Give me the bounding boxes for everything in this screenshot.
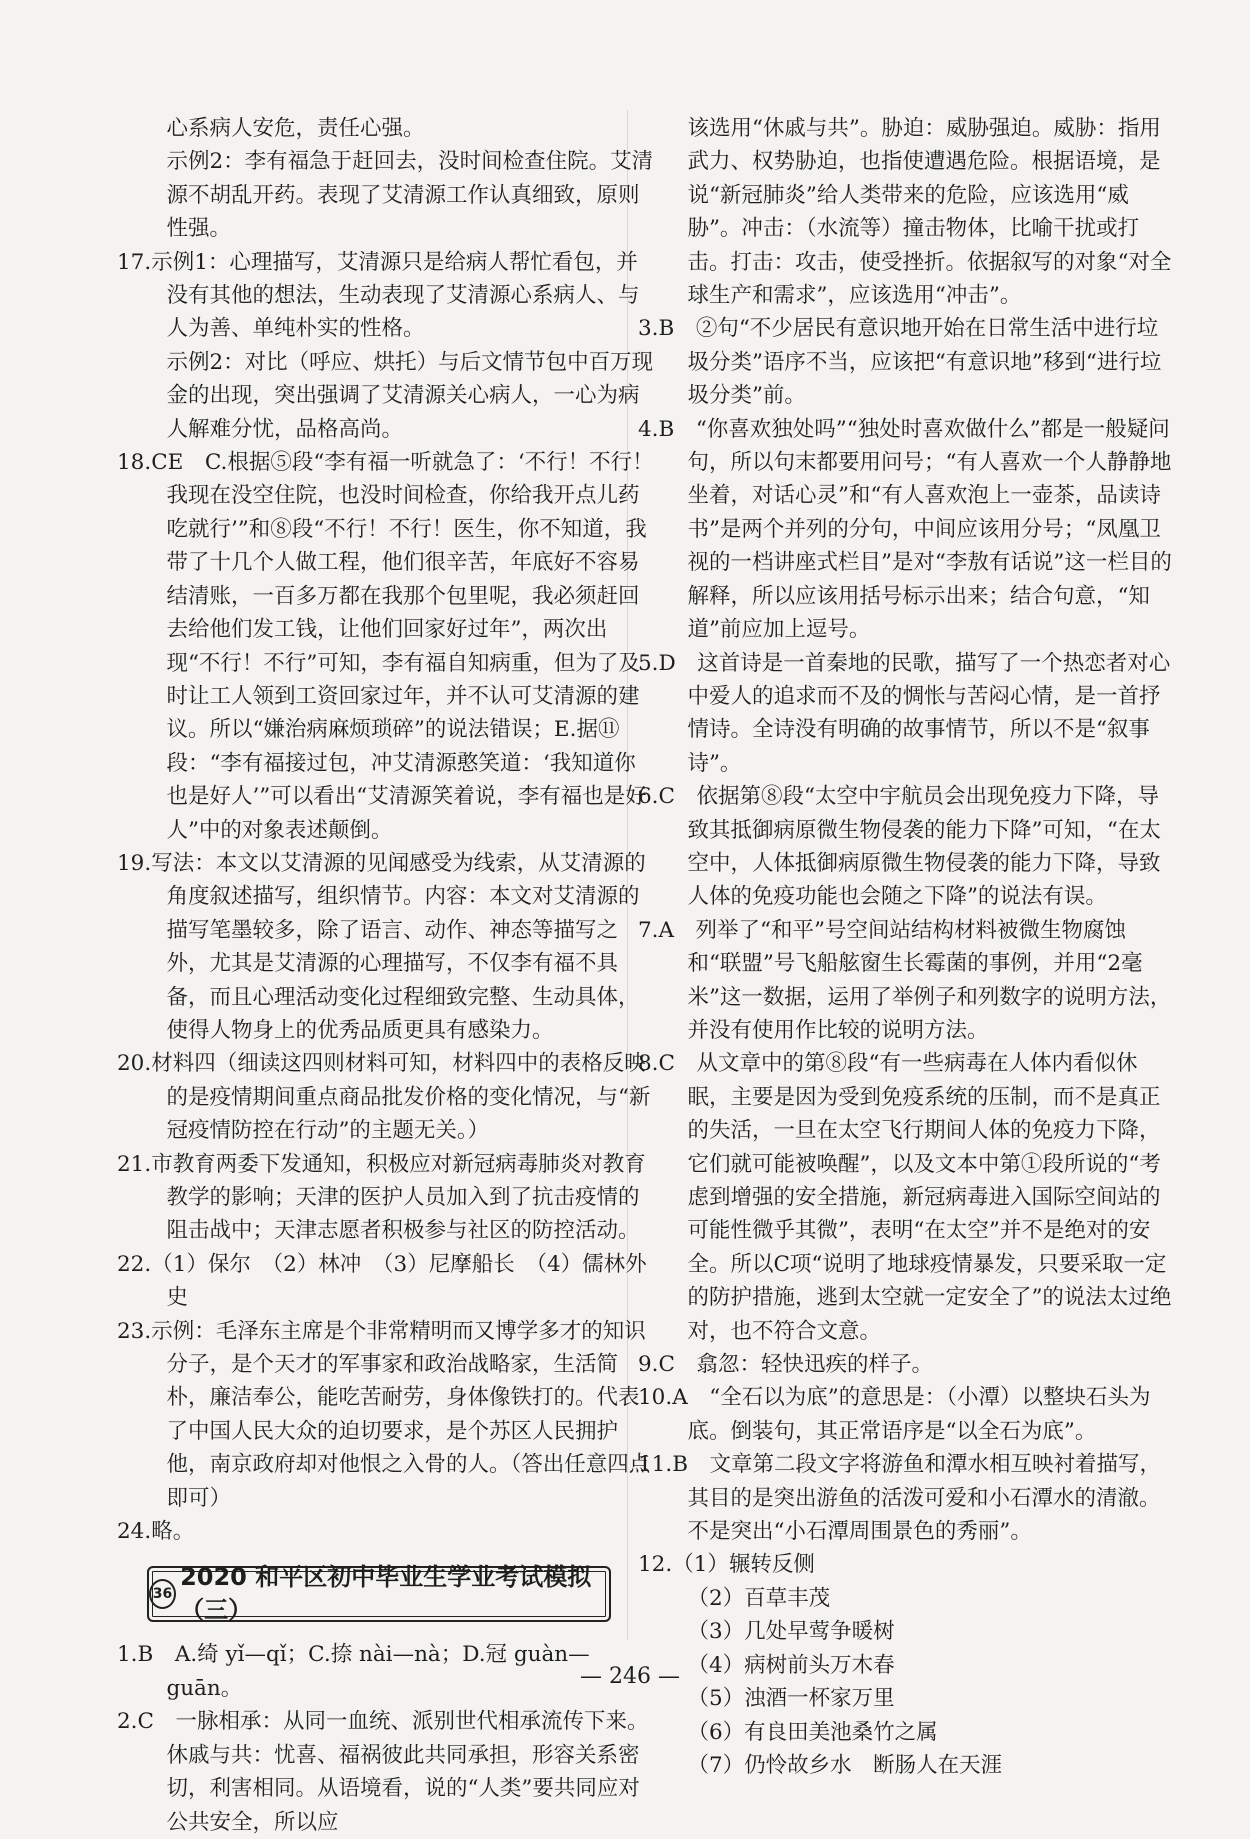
answer-item: 3.B ②句“不少居民有意识地开始在日常生活中进行垃圾分类”语序不当，应该把“有意识地”移到“进行垃圾分类”前。 xyxy=(638,316,1162,409)
section-heading xyxy=(147,1563,611,1625)
left-answer-list-2 xyxy=(117,1638,657,1838)
answer-item: 9.C 翕忽：轻快迅疾的样子。 xyxy=(638,1352,933,1378)
answer-item: 21.市教育两委下发通知，积极应对新冠病毒肺炎对教育教学的影响；天津的医护人员加入到了抗击疫情的阻击战中；天津志愿者积极参与社区的防控活动。 xyxy=(117,1151,646,1244)
answer-item: 1.B A.绮 yǐ—qǐ；C.捺 nài—nà；D.冠 guàn—guān。 xyxy=(117,1642,590,1701)
section-title: 2020 和平区初中毕业生学业考试模拟（三） xyxy=(180,1563,592,1625)
answer-item: 23.示例：毛泽东主席是个非常精明而又博学多才的知识分子，是个天才的军事家和政治战略家，生活简朴，廉洁奉公，能吃苦耐劳，身体像铁打的。代表了中国人民大众的迫切要求，是个苏区人民拥护他，南京政府却对他恨之入骨的人。（答出任意四点即可） xyxy=(117,1318,651,1511)
answer-item: 心系病人安危，责任心强。 xyxy=(166,116,425,141)
answer-item: 24.略。 xyxy=(117,1519,195,1545)
answer-item: 示例2：对比（呼应、烘托）与后文情节包中百万现金的出现，突出强调了艾清源关心病人，一心为病人解难分忧，品格高尚。 xyxy=(166,349,654,442)
answer-item: （4）病树前头万木春 xyxy=(687,1652,895,1678)
answer-item: 11.B 文章第二段文字将游鱼和潭水相互映衬着描写，其目的是突出游鱼的活泼可爱和小石潭水的清澈。不是突出“小石潭周围景色的秀丽”。 xyxy=(638,1452,1161,1545)
answer-item: 19.写法：本文以艾清源的见闻感受为线索，从艾清源的角度叙述描写，组织情节。内容：本文对艾清源的描写笔墨较多，除了语言、动作、神态等描写之外，尤其是艾清源的心理描写，不仅李有福不具备，而且心理活动变化过程细致完整、生动具体，使得人物身上的优秀品质更具有感染力。 xyxy=(117,850,646,1043)
answer-item: 4.B “你喜欢独处吗”“独处时喜欢做什么”都是一般疑问句，所以句末都要用问号；“有人喜欢一个人静静地坐着，对话心灵”和“有人喜欢泡上一壶茶，品读诗书”是两个并列的分句，中间应该用分号；“凤凰卫视的一档讲座式栏目”是对“李敖有话说”这一栏目的解释，所以应该用括号标示出来；结合句意，“知道”前应加上逗号。 xyxy=(638,416,1172,643)
section-number-badge: 36 xyxy=(149,1579,176,1609)
answer-item: 示例2：李有福急于赶回去，没时间检查住院。艾清源不胡乱开药。表现了艾清源工作认真细致，原则性强。 xyxy=(166,149,654,242)
right-answer-list xyxy=(638,112,1178,1782)
answer-item: 5.D 这首诗是一首秦地的民歌，描写了一个热恋者对心中爱人的追求而不及的惆怅与苦闷心情，是一首抒情诗。全诗没有明确的故事情节，所以不是“叙事诗”。 xyxy=(638,650,1171,776)
answer-item: 7.A 列举了“和平”号空间站结构材料被微生物腐蚀和“联盟”号飞船舷窗生长霉菌的事例，并用“2毫米”这一数据，运用了举例子和列数字的说明方法，并没有使用作比较的说明方法。 xyxy=(638,917,1172,1043)
page-number: — 246 — xyxy=(580,1664,680,1689)
answer-item: （7）仍怜故乡水 断肠人在天涯 xyxy=(687,1752,1003,1778)
answer-item: （2）百草丰茂 xyxy=(687,1585,831,1611)
left-answer-list xyxy=(117,112,657,1548)
answer-item: （5）浊酒一杯家万里 xyxy=(687,1686,895,1712)
answer-item: 20.材料四（细读这四则材料可知，材料四中的表格反映的是疫情期间重点商品批发价格的变化情况，与“新冠疫情防控在行动”的主题无关。） xyxy=(117,1051,651,1144)
answer-item: 18.CE C.根据⑤段“李有福一听就急了：‘不行！不行！我现在没空住院，也没时间检查，你给我开点儿药吃就行’”和⑧段“不行！不行！医生，你不知道，我带了十几个人做工程，他们很辛苦，年底好不容易结清账，一百多万都在我那个包里呢，我必须赶回去给他们发工钱，让他们回家好过年”，两次出现“不行！不行”可知，李有福自知病重，但为了及时让工人领到工资回家过年，并不认可艾清源的建议。所以“嫌治病麻烦琐碎”的说法错误；E.据⑪段：“李有福接过包，冲艾清源憨笑道：‘我知道你也是好人’”可以看出“艾清源笑着说，李有福也是好人”中的对象表述颠倒。 xyxy=(117,450,654,843)
answer-item: 10.A “全石以为底”的意思是：（小潭）以整块石头为底。倒装句，其正常语序是“以全石为底”。 xyxy=(638,1385,1151,1444)
answer-item: 12.（1）辗转反侧 xyxy=(638,1552,815,1578)
answer-item: （6）有良田美池桑竹之属 xyxy=(687,1719,938,1745)
right-column xyxy=(638,112,1178,1782)
left-column xyxy=(117,112,657,1839)
answer-item: 该选用“休戚与共”。胁迫：威胁强迫。威胁：指用武力、权势胁迫，也指使遭遇危险。根据语境，是说“新冠肺炎”给人类带来的危险，应该选用“威胁”。冲击：（水流等）撞击物体，比喻干扰或打击。打击：攻击，使受挫折。依据叙写的对象“对全球生产和需求”，应该选用“冲击”。 xyxy=(687,116,1172,309)
answer-item: 22.（1）保尔 （2）林冲 （3）尼摩船长 （4）儒林外史 xyxy=(117,1251,647,1311)
answer-item: 6.C 依据第⑧段“太空中宇航员会出现免疫力下降，导致其抵御病原微生物侵袭的能力下降”可知，“在太空中，人体抵御病原微生物侵袭的能力下降，导致人体的免疫功能也会随之下降”的说法有误。 xyxy=(638,784,1161,910)
answer-item: 17.示例1：心理描写，艾清源只是给病人帮忙看包，并没有其他的想法，生动表现了艾清源心系病人、与人为善、单纯朴实的性格。 xyxy=(117,249,640,342)
answer-item: 8.C 从文章中的第⑧段“有一些病毒在人体内看似休眠，主要是因为受到免疫系统的压制，而不是真正的失活，一旦在太空飞行期间人体的免疫力下降，它们就可能被唤醒”，以及文本中第①段所说的“考虑到增强的安全措施，新冠病毒进入国际空间站的可能性微乎其微”，表明“在太空”并不是绝对的安全。所以C项“说明了地球疫情暴发，只要采取一定的防护措施，逃到太空就一定安全了”的说法太过绝对，也不符合文意。 xyxy=(638,1051,1172,1344)
answer-item: （3）几处早莺争暖树 xyxy=(687,1619,895,1645)
answer-item: 2.C 一脉相承：从同一血统、派别世代相承流传下来。休戚与共：忧喜、福祸彼此共同承担，形容关系密切，利害相同。从语境看，说的“人类”要共同应对公共安全，所以应 xyxy=(117,1709,649,1835)
